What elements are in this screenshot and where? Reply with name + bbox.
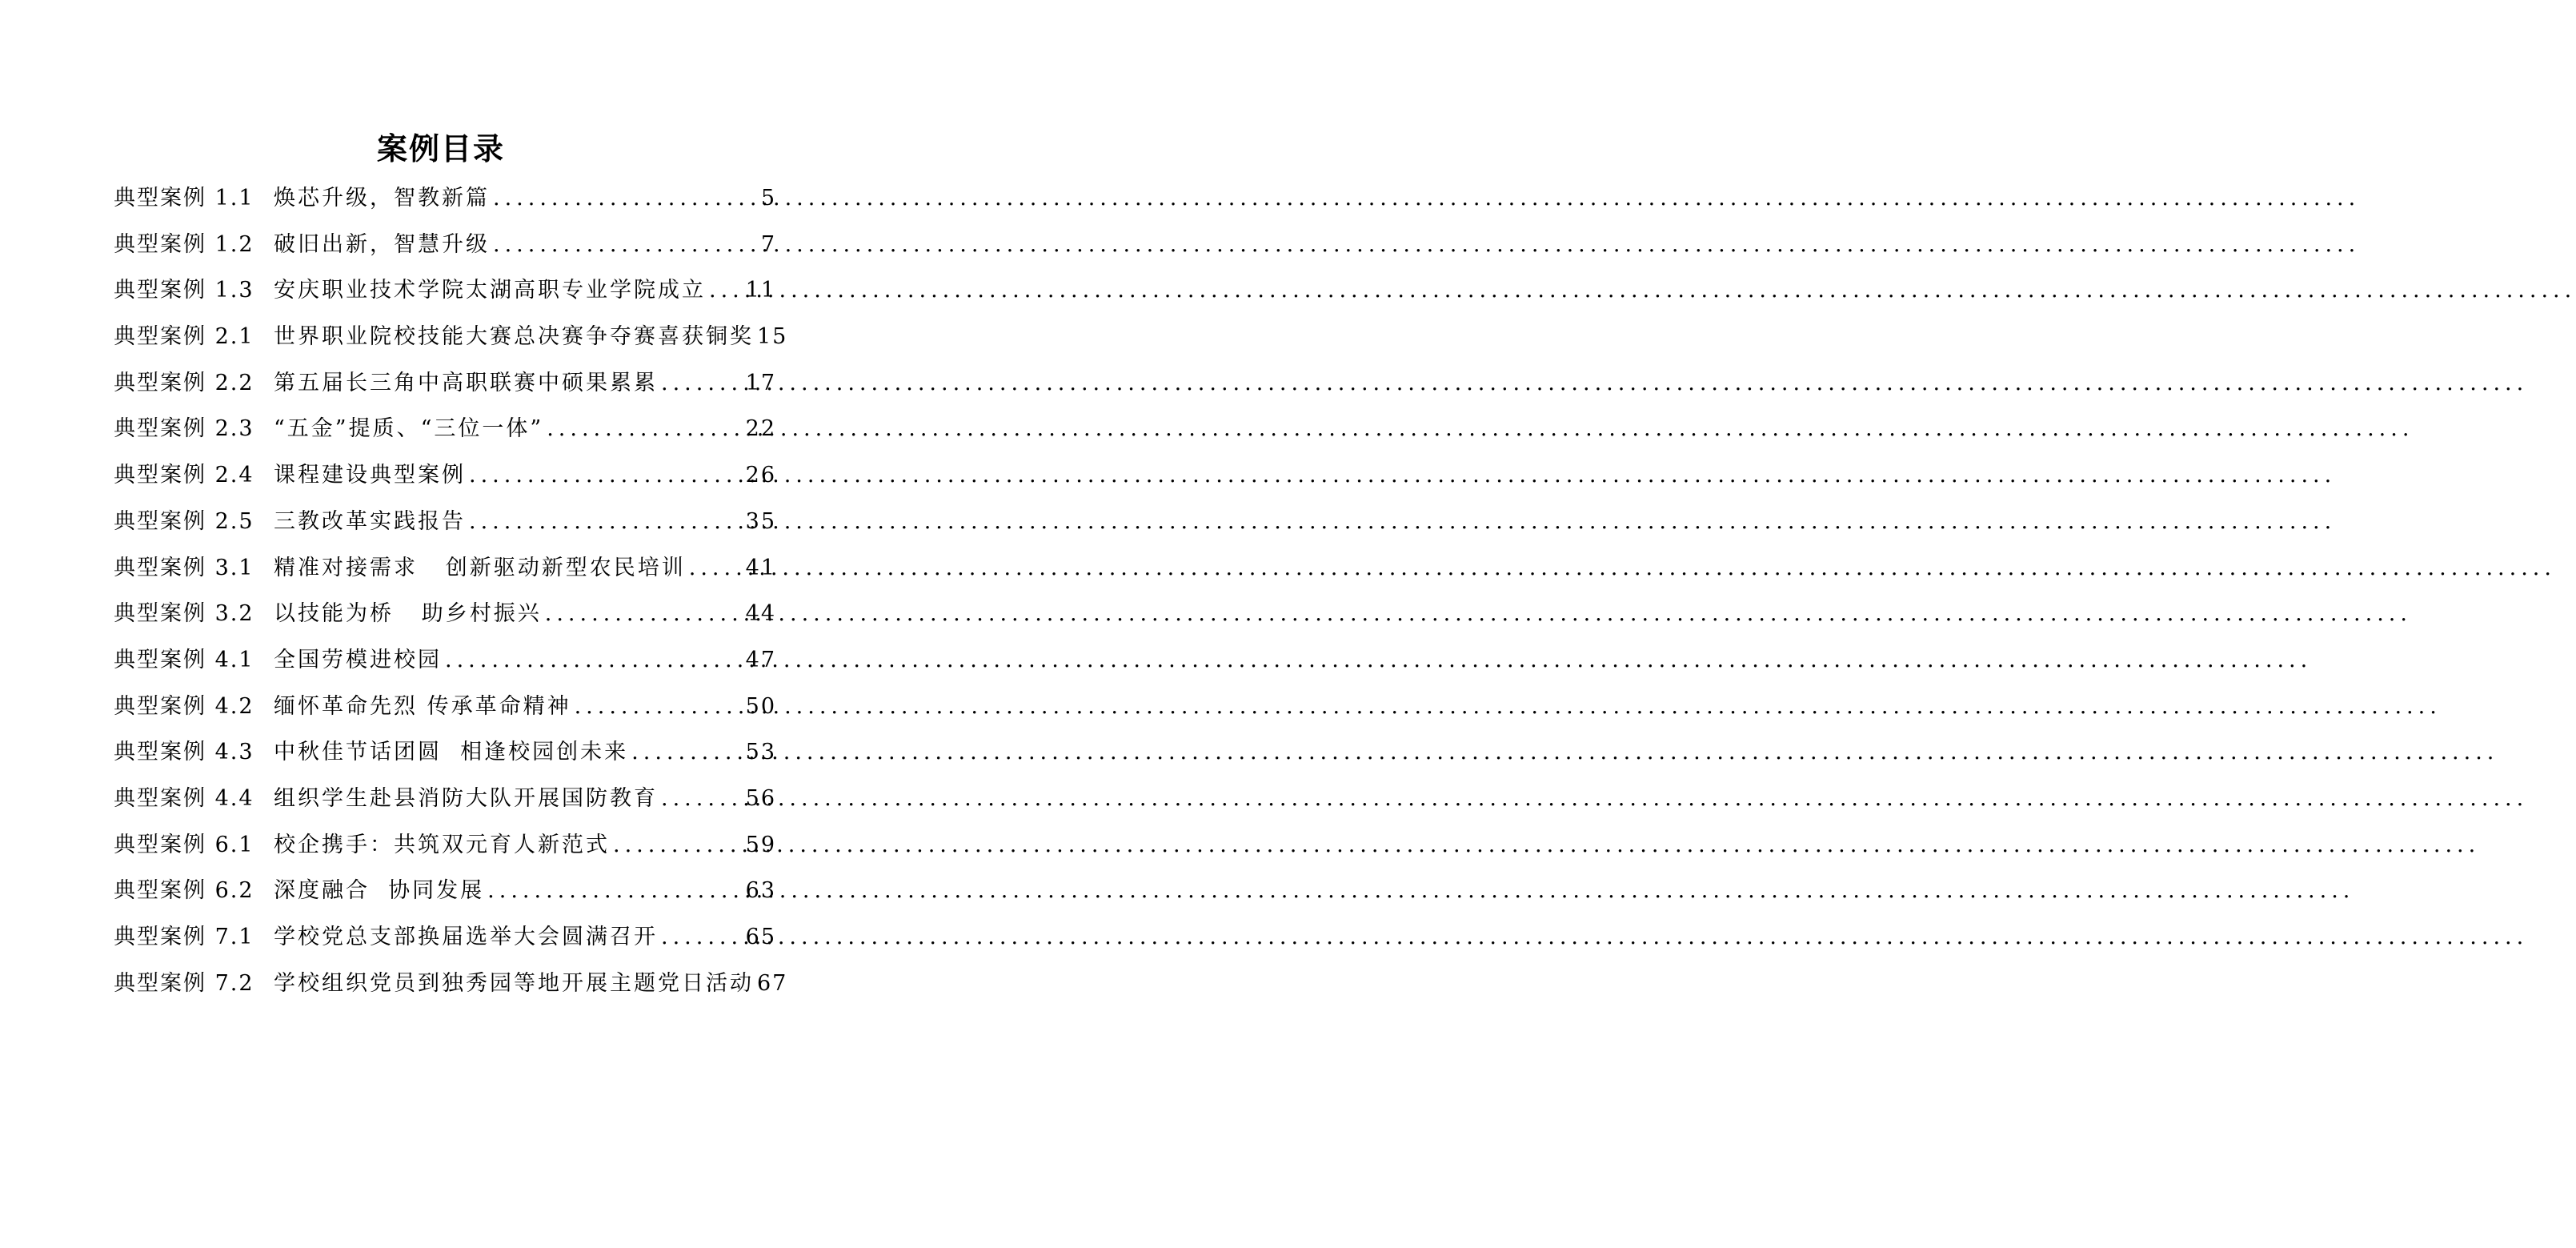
toc-entry-label: 典型案例 4.3 (114, 740, 254, 765)
toc-dot-leader (469, 499, 743, 545)
toc-dot-leader (709, 267, 743, 314)
toc-entry-label: 典型案例 4.4 (114, 785, 254, 811)
toc-entry-label: 典型案例 3.2 (114, 601, 254, 627)
toc-entry[interactable] (114, 591, 776, 637)
toc-entry-label: 典型案例 2.3 (114, 416, 254, 442)
toc-entry[interactable] (114, 822, 776, 869)
toc-dot-leader (661, 360, 743, 407)
toc-entry-title: 课程建设典型案例 (274, 463, 466, 488)
toc-entry-label: 典型案例 2.4 (114, 463, 254, 488)
page-title: 案例目录 (376, 130, 505, 167)
toc-entry[interactable] (114, 914, 776, 961)
toc-entry-page-number: 50 (745, 693, 776, 719)
toc-entry-title: 缅怀革命先烈 传承革命精神 (274, 693, 571, 719)
toc-entry-title: 校企携手：共筑双元育人新范式 (274, 832, 610, 857)
toc-entry-page-number: 47 (745, 647, 776, 672)
toc-entry-page-number: 35 (745, 508, 776, 534)
toc-entry-page-number: 26 (745, 463, 776, 488)
toc-entry-label: 典型案例 3.1 (114, 555, 254, 580)
toc-entry-page-number: 11 (745, 278, 776, 303)
toc-entry-title: 第五届长三角中高职联赛中硕果累累 (274, 370, 658, 395)
toc-entry[interactable] (114, 360, 776, 407)
toc-entry-label: 典型案例 4.1 (114, 647, 254, 672)
toc-entry[interactable] (114, 684, 776, 730)
toc-entry-label: 典型案例 2.5 (114, 508, 254, 534)
toc-entry-page-number: 17 (745, 370, 776, 395)
toc-entry-title: 学校组织党员到独秀园等地开展主题党日活动 (274, 970, 754, 996)
toc-entry-title: 学校党总支部换届选举大会圆满召开 (274, 925, 658, 949)
toc-entry-page-number: 59 (745, 832, 776, 857)
toc-entry-page-number: 15 (757, 324, 788, 350)
toc-entry-page-number: 5 (760, 186, 776, 211)
toc-entry-title: 深度融合 协同发展 (274, 878, 485, 904)
toc-entry-page-number: 63 (745, 878, 776, 904)
toc-entry[interactable] (114, 868, 776, 914)
toc-entry-title: 破旧出新，智慧升级 (274, 231, 490, 257)
toc-dot-leader (469, 452, 743, 499)
toc-entry-label: 典型案例 6.1 (114, 832, 254, 857)
toc-dot-leader (487, 868, 742, 914)
toc-entry-label: 典型案例 2.1 (114, 324, 254, 350)
toc-dot-leader (445, 637, 743, 684)
toc-entry-page-number: 44 (745, 601, 776, 627)
toc-entry-title: 以技能为桥 助乡村振兴 (274, 601, 542, 627)
toc-entry-label: 典型案例 7.2 (114, 970, 254, 996)
toc-entry[interactable] (114, 961, 788, 1007)
toc-entry-label: 典型案例 2.2 (114, 370, 254, 395)
toc-dot-leader (661, 776, 743, 822)
toc-entry-title: 全国劳模进校园 (274, 647, 442, 672)
toc-entry[interactable] (114, 314, 788, 360)
toc-entry[interactable] (114, 637, 776, 684)
toc-entry-title: 焕芯升级，智教新篇 (274, 186, 490, 211)
toc-entry[interactable] (114, 222, 776, 268)
toc-entry-label: 典型案例 1.1 (114, 186, 254, 211)
toc-entry[interactable] (114, 729, 776, 776)
toc-entry[interactable] (114, 452, 776, 499)
toc-entry-title: 三教改革实践报告 (274, 508, 466, 534)
table-of-contents (114, 175, 788, 1006)
toc-entry-page-number: 67 (757, 970, 788, 996)
toc-entry-title: 组织学生赴县消防大队开展国防教育 (274, 785, 658, 811)
toc-entry[interactable] (114, 175, 776, 222)
toc-entry-title: 中秋佳节话团圆 相逢校园创未来 (274, 740, 629, 765)
toc-entry-page-number: 56 (745, 785, 776, 811)
toc-entry[interactable] (114, 406, 776, 452)
toc-entry-title: “五金”提质、“三位一体” (274, 416, 544, 442)
toc-entry-page-number: 65 (745, 925, 776, 949)
toc-entry-title: 精准对接需求 创新驱动新型农民培训 (274, 555, 686, 580)
toc-dot-leader (493, 175, 751, 222)
toc-entry[interactable] (114, 545, 776, 592)
toc-entry-page-number: 7 (760, 231, 776, 257)
toc-entry-label: 典型案例 1.2 (114, 231, 254, 257)
toc-entry-page-number: 53 (745, 740, 776, 765)
toc-dot-leader (661, 914, 743, 961)
toc-entry-label: 典型案例 1.3 (114, 278, 254, 303)
toc-entry[interactable] (114, 499, 776, 545)
toc-dot-leader (631, 729, 742, 776)
toc-dot-leader (493, 222, 751, 268)
toc-dot-leader (547, 406, 742, 452)
toc-entry-page-number: 22 (745, 416, 776, 442)
toc-entry-page-number: 41 (745, 555, 776, 580)
toc-dot-leader (689, 545, 743, 592)
toc-entry[interactable] (114, 267, 776, 314)
toc-dot-leader (613, 822, 743, 869)
toc-dot-leader (545, 591, 743, 637)
toc-entry-title: 世界职业院校技能大赛总决赛争夺赛喜获铜奖 (274, 324, 754, 350)
toc-entry-title: 安庆职业技术学院太湖高职专业学院成立 (274, 278, 706, 303)
toc-entry[interactable] (114, 776, 776, 822)
toc-entry-label: 典型案例 4.2 (114, 693, 254, 719)
toc-entry-label: 典型案例 6.2 (114, 878, 254, 904)
toc-dot-leader (575, 684, 743, 730)
toc-entry-label: 典型案例 7.1 (114, 925, 254, 949)
